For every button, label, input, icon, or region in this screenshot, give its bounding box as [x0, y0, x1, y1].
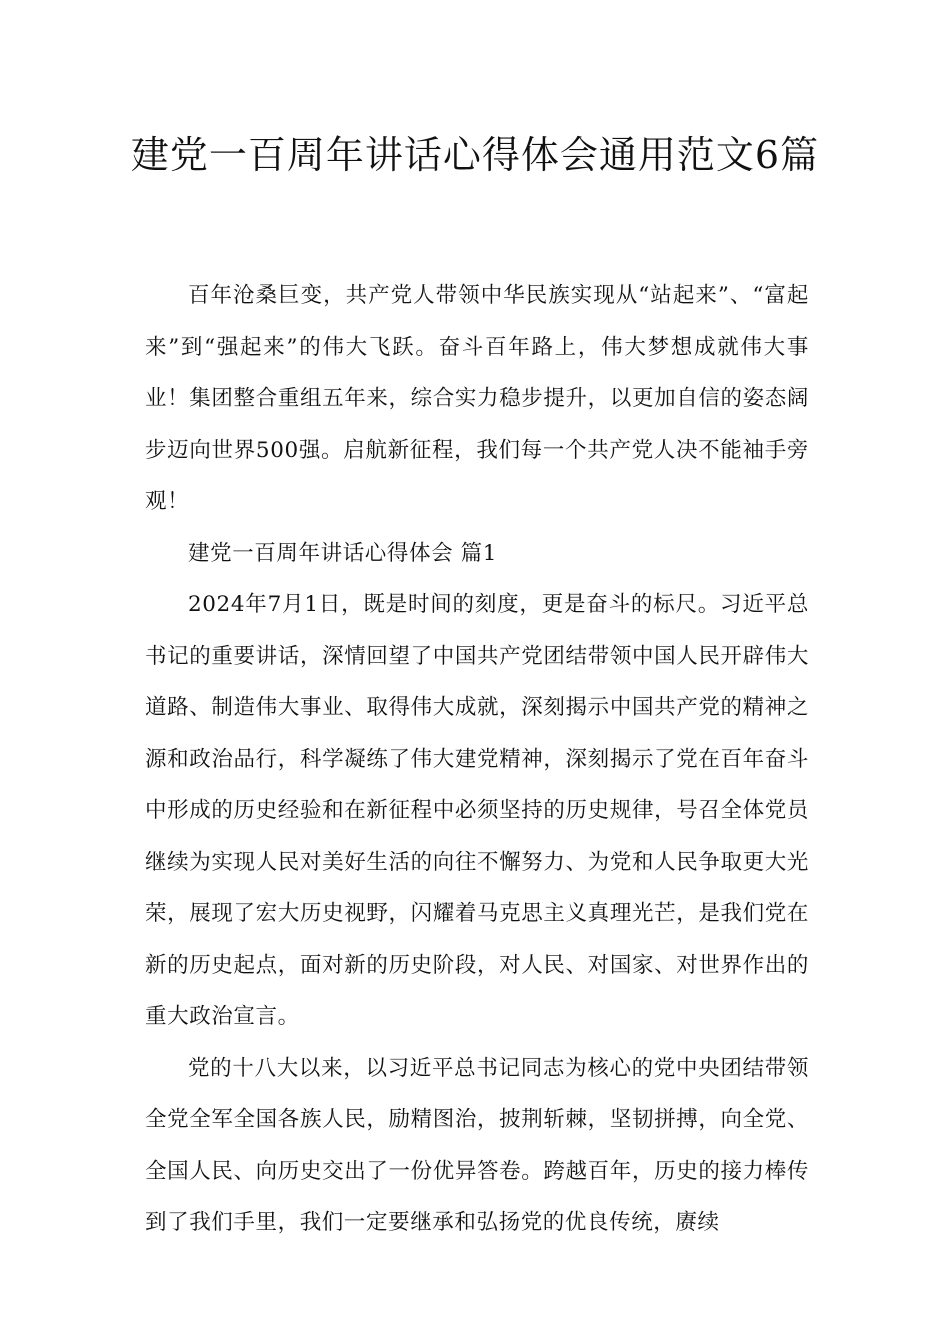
intro-paragraph: 百年沧桑巨变，共产党人带领中华民族实现从“站起来”、“富起来”到“强起来”的伟大飞跃。奋斗百年路上，伟大梦想成就伟大事业！集团整合重组五年来，综合实力稳步提升，以更加自信的姿态阔步迈向世界500强。启航新征程，我们每一个共产党人决不能袖手旁观！: [145, 283, 809, 514]
document-title: 建党一百周年讲话心得体会通用范文6篇: [130, 133, 820, 177]
body-paragraph: 2024年7月1日，既是时间的刻度，更是奋斗的标尺。习近平总书记的重要讲话，深情回望了中国共产党团结带领中国人民开辟伟大道路、制造伟大事业、取得伟大成就，深刻揭示中国共产党的精神之源和政治品行，科学凝练了伟大建党精神，深刻揭示了党在百年奋斗中形成的历史经验和在新征程中必须坚持的历史规律，号召全体党员继续为实现人民对美好生活的向往不懈努力、为党和人民争取更大光荣，展现了宏大历史视野，闪耀着马克思主义真理光芒，是我们党在新的历史起点，面对新的历史阶段，对人民、对国家、对世界作出的重大政治宣言。: [145, 592, 809, 1029]
section-heading: 建党一百周年讲话心得体会 篇1: [188, 540, 498, 566]
body-paragraph: 党的十八大以来，以习近平总书记同志为核心的党中央团结带领全党全军全国各族人民，励精图治，披荆斩棘，坚韧拼搏，向全党、全国人民、向历史交出了一份优异答卷。跨越百年，历史的接力棒传到了我们手里，我们一定要继承和弘扬党的优良传统，赓续: [145, 1055, 809, 1235]
document-body: [145, 270, 809, 1249]
